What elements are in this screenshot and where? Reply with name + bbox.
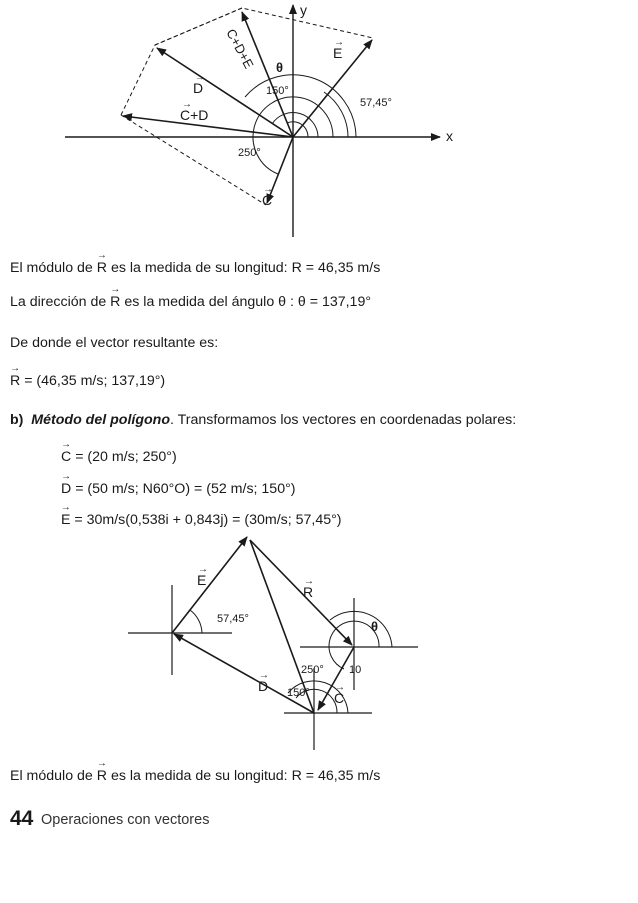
- vector-sum-diagram: [0, 0, 638, 252]
- label-c: C: [334, 690, 345, 706]
- arrow-mark: →: [304, 576, 314, 587]
- text-line-resultant-intro: De donde el vector resultante es:: [10, 335, 219, 351]
- label-e: E: [333, 45, 343, 61]
- label-c: C: [262, 192, 273, 208]
- text-line-vector-e: → E = 30m/s(0,538i + 0,843j) = (30m/s; 57,45°): [61, 512, 342, 528]
- text-line-polygon-method: b) Método del polígono. Transformamos los vectores en coordenadas polares:: [10, 412, 517, 428]
- label-c-plus-d: C+D: [180, 107, 209, 123]
- footer-section-title: Operaciones con vectores: [41, 812, 210, 828]
- page-number: 44: [10, 807, 34, 830]
- text-line-module-2: El módulo de → R es la medida de su longitud: R = 46,35 m/s: [10, 768, 380, 784]
- vector-c-plus-d-plus-e: [242, 12, 293, 137]
- label-y-axis: y: [300, 2, 307, 18]
- text-line-vector-d: → D = (50 m/s; N60°O) = (52 m/s; 150°): [61, 481, 296, 497]
- text-line-vector-c: → C = (20 m/s; 250°): [61, 449, 177, 465]
- label-angle-250: 250°: [238, 147, 261, 159]
- label-angle-10: 10: [349, 664, 362, 676]
- arrow-mark: →: [195, 72, 205, 83]
- angle-arcs: [245, 75, 356, 174]
- local-axes: [128, 585, 418, 750]
- label-r: R: [303, 584, 314, 600]
- label-angle-150: 150°: [287, 687, 310, 699]
- label-theta: θ: [276, 60, 284, 75]
- arrow-mark: →: [259, 670, 269, 681]
- arrow-mark: →: [263, 184, 273, 195]
- label-angle-150: 150°: [266, 85, 289, 97]
- arrow-mark: →: [198, 564, 208, 575]
- label-c-plus-d-plus-e: C+D+E: [223, 26, 257, 72]
- polygon-method-diagram: [0, 525, 638, 750]
- label-d: D: [193, 80, 204, 96]
- arrow-mark: →: [334, 37, 344, 48]
- vector-d: [174, 634, 314, 713]
- arrow-mark: →: [335, 682, 345, 693]
- label-d: D: [258, 678, 269, 694]
- arrow-mark: →: [182, 99, 192, 110]
- text-line-module: El módulo de → R es la medida de su longitud: R = 46,35 m/s: [10, 260, 380, 276]
- text-line-direction: La dirección de → R es la medida del ángulo θ : θ = 137,19°: [10, 294, 371, 310]
- label-angle-5745: 57,45°: [217, 613, 249, 625]
- label-theta: θ: [371, 619, 379, 634]
- vector-r-end: [250, 540, 352, 645]
- label-angle-250: 250°: [301, 664, 324, 676]
- label-e: E: [197, 572, 207, 588]
- label-x-axis: x: [446, 128, 453, 144]
- text-line-resultant: → R = (46,35 m/s; 137,19°): [10, 373, 165, 389]
- label-angle-5745: 57,45°: [360, 97, 392, 109]
